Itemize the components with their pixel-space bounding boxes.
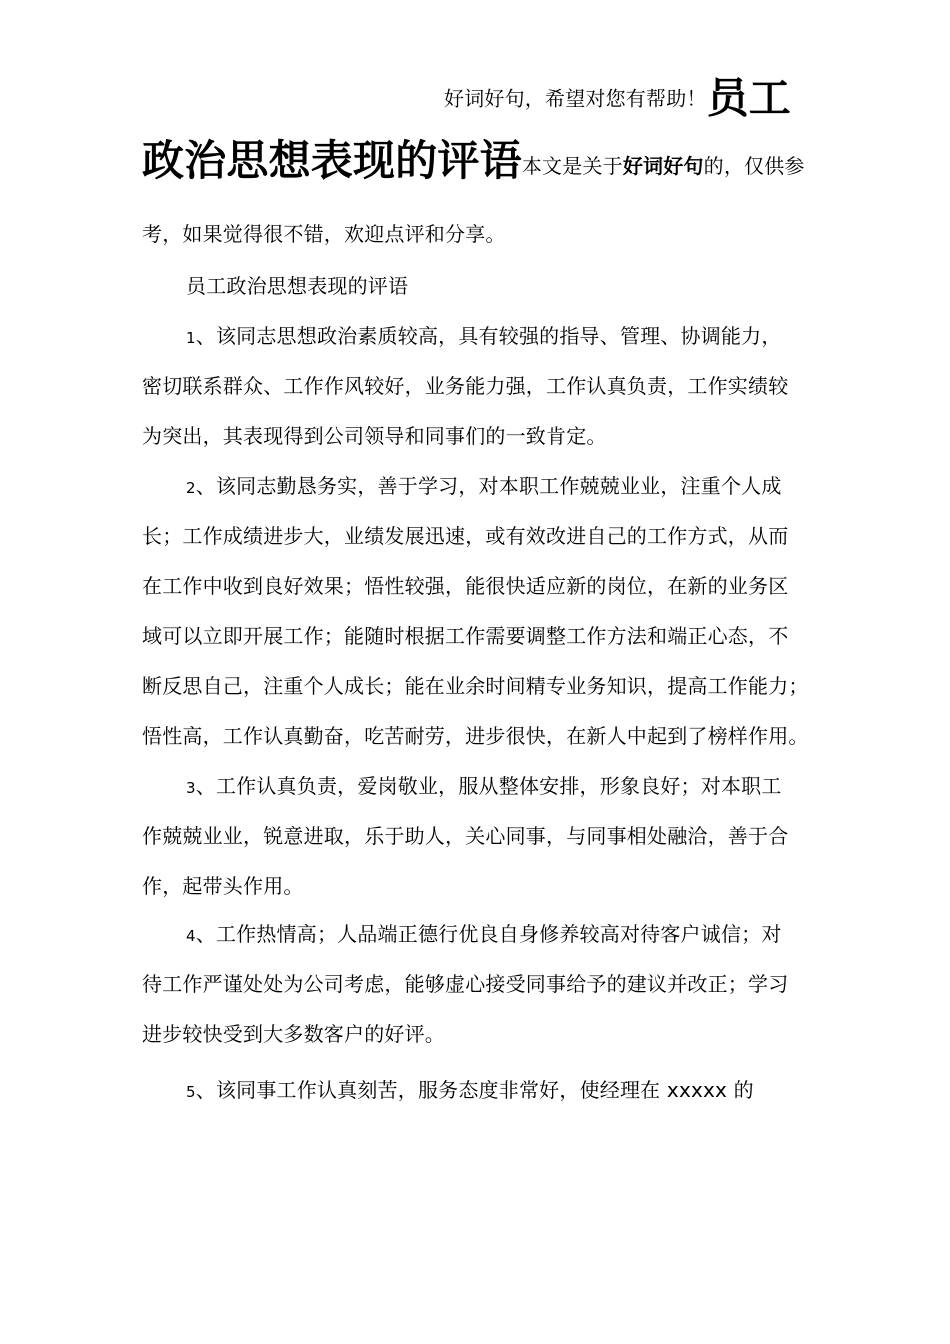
item-text: 、该同志勤恳务实，善于学习，对本职工作兢兢业业，注重个人成 <box>195 474 782 498</box>
item-number: 4 <box>186 927 196 945</box>
item-2-line-5: 断反思自己，注重个人成长；能在业余时间精专业务知识，提高工作能力； <box>142 674 809 698</box>
item-3-line-2: 作兢兢业业，锐意进取，乐于助人，关心同事，与同事相处融洽，善于合 <box>142 824 789 848</box>
item-4-line-3: 进步较快受到大多数客户的好评。 <box>142 1022 445 1046</box>
item-text: 、工作认真负责，爱岗敬业，服从整体安排，形象良好；对本职工 <box>195 774 782 798</box>
item-3-line-3: 作，起带头作用。 <box>142 874 304 898</box>
item-number: 2 <box>186 479 196 497</box>
tagline: 好词好句，希望对您有帮助！ <box>444 86 707 111</box>
item-1-line-3: 为突出，其表现得到公司领导和同事们的一致肯定。 <box>142 424 607 448</box>
item-2-line-2: 长；工作成绩进步大，业绩发展迅速，或有效改进自己的工作方式，从而 <box>142 524 789 548</box>
item-number: 5 <box>186 1083 196 1101</box>
title-line <box>142 136 805 186</box>
item-2-line-6: 悟性高，工作认真勤奋，吃苦耐劳，进步很快，在新人中起到了榜样作用。 <box>142 724 809 748</box>
intro-bold: 好词好句 <box>622 154 704 178</box>
item-1-line-1 <box>186 322 782 352</box>
title-part1: 员工 <box>706 73 792 123</box>
item-2-line-1 <box>186 472 782 502</box>
item-4-line-1 <box>186 920 782 950</box>
item-2-line-4: 域可以立即开展工作；能随时根据工作需要调整工作方法和端正心态，不 <box>142 624 789 648</box>
item-2-line-3: 在工作中收到良好效果；悟性较强，能很快适应新的岗位，在新的业务区 <box>142 574 789 598</box>
header-line <box>444 72 791 124</box>
intro-line2: 考，如果觉得很不错，欢迎点评和分享。 <box>142 222 506 246</box>
title-part2: 政治思想表现的评语 <box>142 136 522 185</box>
item-3-line-1 <box>186 772 782 802</box>
item-1-line-2: 密切联系群众、工作作风较好，业务能力强，工作认真负责，工作实绩较 <box>142 374 789 398</box>
intro-prefix: 本文是关于 <box>521 154 623 178</box>
item-text: 、该同事工作认真刻苦，服务态度非常好，使经理在 xxxxx 的 <box>195 1078 754 1102</box>
item-4-line-2: 待工作严谨处处为公司考虑，能够虚心接受同事给予的建议并改正；学习 <box>142 972 789 996</box>
item-text: 、工作热情高；人品端正德行优良自身修养较高对待客户诚信；对 <box>195 922 782 946</box>
subtitle: 员工政治思想表现的评语 <box>186 274 409 298</box>
item-5-line-1 <box>186 1076 754 1106</box>
item-text: 、该同志思想政治素质较高，具有较强的指导、管理、协调能力， <box>195 324 782 348</box>
intro-suffix: 的，仅供参 <box>703 154 805 178</box>
item-number: 3 <box>186 779 196 797</box>
item-number: 1 <box>186 329 196 347</box>
